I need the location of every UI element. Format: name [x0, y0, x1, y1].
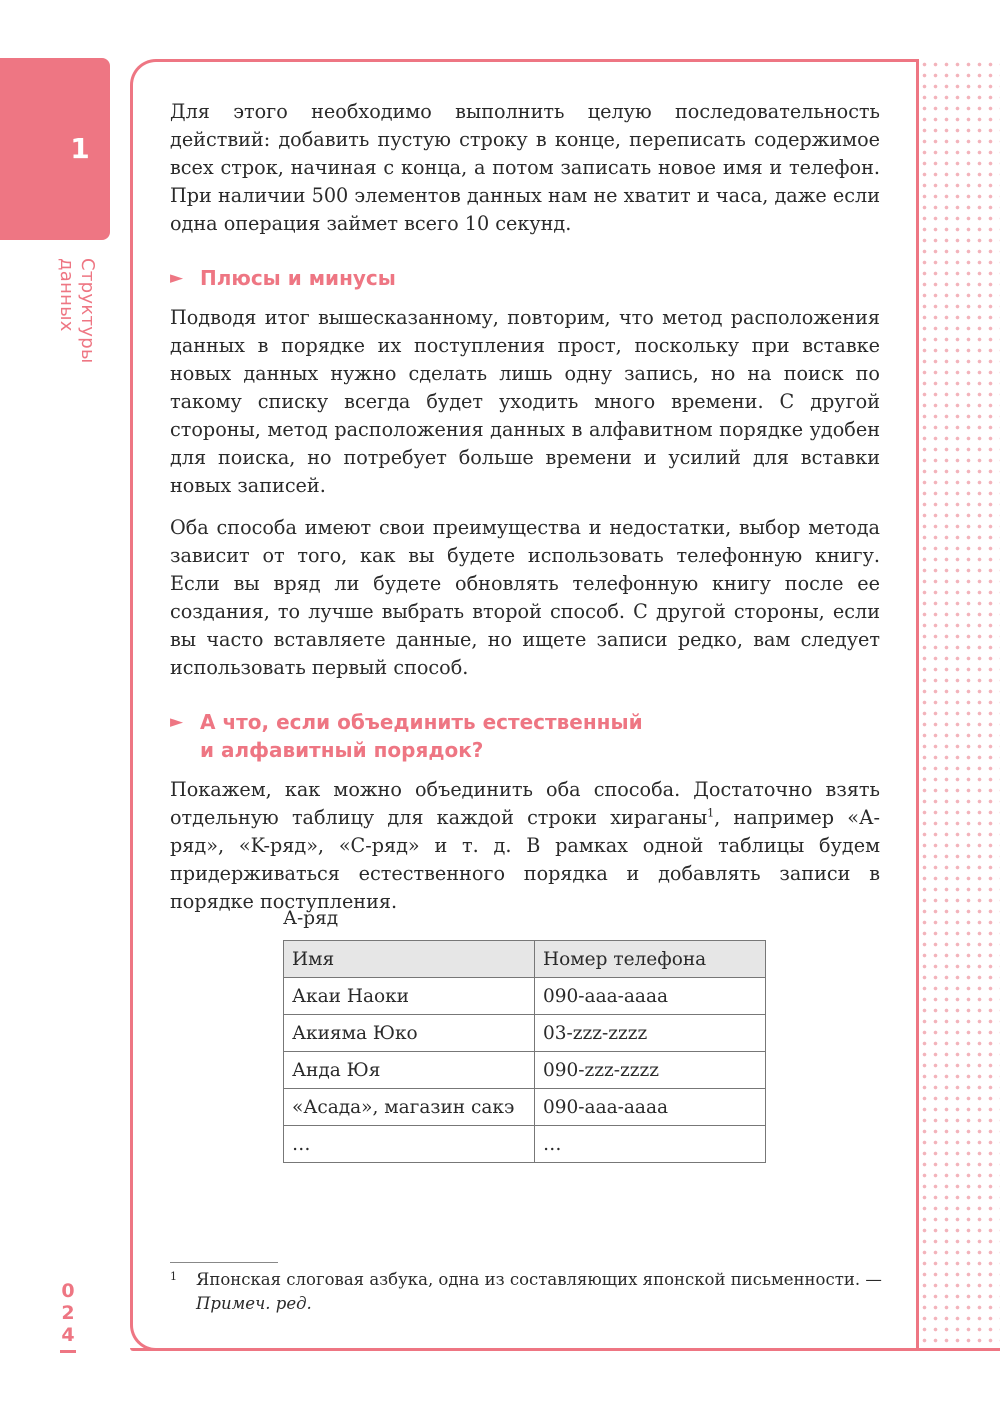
cell-phone: …: [535, 1126, 766, 1163]
section-heading: [170, 264, 880, 292]
triangle-marker-icon: ►: [170, 712, 184, 732]
main-content: [170, 98, 880, 930]
section-heading: [170, 708, 880, 764]
cell-phone: 03-zzz-zzzz: [535, 1015, 766, 1052]
table-row: [284, 1052, 766, 1089]
footnote-ref[interactable]: 1: [707, 806, 715, 820]
table-row: [284, 978, 766, 1015]
chapter-title-vertical: Структуры данных: [56, 258, 98, 364]
paragraph: Для этого необходимо выполнить целую последовательность действий: добавить пустую строку в конце, переписать содержимое всех строк, начиная с конца, а потом записать новое имя и телефон. При наличии 500 элементов данных нам не хватит и часа, даже если одна операция займет всего 10 секунд.: [170, 100, 880, 235]
paragraph-text: Покажем, как можно объединить оба способа. Достаточно взять отдельную таблицу для каждой строки хираганы: [170, 778, 880, 829]
footnote: [170, 1268, 890, 1316]
page-number-digit: 0: [61, 1280, 75, 1302]
paragraph: [170, 776, 880, 916]
cell-phone: 090-aaa-aaaa: [535, 978, 766, 1015]
phone-table: [283, 940, 766, 1163]
cell-name: Анда Юя: [284, 1052, 535, 1089]
triangle-marker-icon: ►: [170, 268, 184, 288]
footnote-rule: [170, 1262, 278, 1263]
page-number: [58, 1280, 78, 1346]
table-row: [284, 1089, 766, 1126]
paragraph: Оба способа имеют свои преимущества и недостатки, выбор метода зависит от того, как вы будете использовать телефонную книгу. Если вы вряд ли будете обновлять телефонную книгу после ее создания, то лучше выбрать второй способ. С другой стороны, если вы часто вставляете данные, но ищете записи редко, вам следует использовать первый способ.: [170, 516, 880, 679]
paragraph: Подводя итог вышесказанному, повторим, что метод расположения данных в порядке их поступления прост, поскольку при вставке новых данных нужно сделать лишь одну запись, но на поиск по такому списку всегда будет уходить много времени. С другой стороны, метод расположения данных в алфавитном порядке удобен для поиска, но потребует больше времени и усилий для вставки новых записей.: [170, 306, 880, 497]
cell-phone: 090-zzz-zzzz: [535, 1052, 766, 1089]
table-row: [284, 1015, 766, 1052]
table-row: [284, 1126, 766, 1163]
footnote-text: [196, 1268, 890, 1316]
footnote-mark: 1: [170, 1270, 177, 1283]
table-header-row: [284, 941, 766, 978]
page-number-digit: 2: [61, 1302, 75, 1324]
footnote-editor-note: Примеч. ред.: [196, 1294, 312, 1313]
cell-name: …: [284, 1126, 535, 1163]
footnote-body: Японская слоговая азбука, одна из составляющих японской письменности. —: [196, 1270, 882, 1289]
chapter-number: 1: [70, 132, 90, 165]
frame-bottom-border: [130, 1348, 1000, 1351]
header-name: Имя: [284, 941, 535, 978]
page-number-digit: 4: [61, 1324, 75, 1346]
dotted-margin: [919, 59, 1000, 1351]
paragraph-text: , например «А-ряд», «K-ряд», «С-ряд» и т. д. В рамках одной таблицы будем придерживаться естественного порядка и добавлять записи в порядке поступления.: [170, 806, 881, 913]
heading-text: А что, если объединить естественный и алфавитный порядок?: [200, 710, 643, 762]
cell-name: Акияма Юко: [284, 1015, 535, 1052]
cell-name: «Асада», магазин сакэ: [284, 1089, 535, 1126]
table-caption: А-ряд: [283, 908, 339, 929]
header-phone: Номер телефона: [535, 941, 766, 978]
cell-name: Акаи Наоки: [284, 978, 535, 1015]
page-number-bar: [60, 1350, 76, 1353]
heading-text: Плюсы и минусы: [200, 266, 396, 290]
cell-phone: 090-aaa-aaaa: [535, 1089, 766, 1126]
